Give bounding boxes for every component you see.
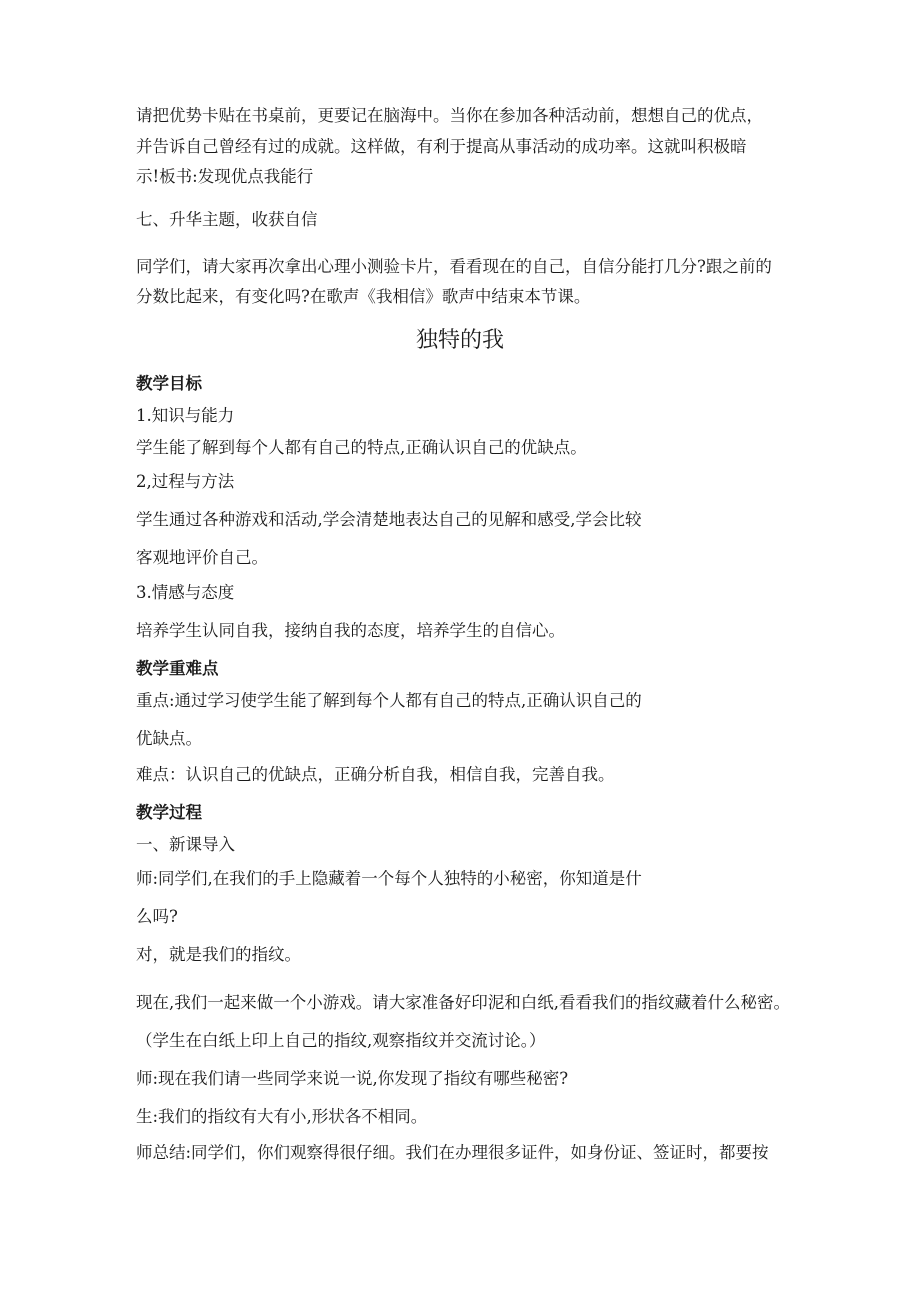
intro-paragraph-1-line-2: 并告诉自己曾经有过的成就。这样做，有利于提高从事活动的成功率。这就叫积极暗 xyxy=(136,137,747,156)
goal-2-heading: 2,过程与方法 xyxy=(136,472,235,491)
goal-2-text-line-1: 学生通过各种游戏和活动,学会清楚地表达自己的见解和感受,学会比较 xyxy=(136,510,642,529)
intro-paragraph-1-line-3: 示!板书:发现优点我能行 xyxy=(136,167,314,186)
section-7-heading: 七、升华主题，收获自信 xyxy=(136,210,318,229)
goal-1-text: 学生能了解到每个人都有自己的特点,正确认识自己的优缺点。 xyxy=(136,438,587,457)
goal-3-text: 培养学生认同自我，接纳自我的态度，培养学生的自信心。 xyxy=(136,621,565,640)
game-instruction: 现在,我们一起来做一个小游戏。请大家准备好印泥和白纸,看看我们的指纹藏着什么秘密。 xyxy=(136,993,790,1012)
lesson-title: 独特的我 xyxy=(415,328,504,353)
intro-paragraph-1-line-1: 请把优势卡贴在书桌前，更要记在脑海中。当你在参加各种活动前，想想自己的优点， xyxy=(136,106,763,125)
difficulty-text: 难点：认识自己的优缺点，正确分析自我，相信自我，完善自我。 xyxy=(136,765,615,784)
teacher-question-2: 师:现在我们请一些同学来说一说,你发现了指纹有哪些秘密? xyxy=(136,1069,569,1088)
student-activity-note: （学生在白纸上印上自己的指纹,观察指纹并交流讨论。） xyxy=(136,1031,546,1050)
step-1-heading: 一、新课导入 xyxy=(136,835,235,854)
teacher-summary: 师总结:同学们，你们观察得很仔细。我们在办理很多证件，如身份证、签证时，都要按 xyxy=(136,1143,769,1162)
process-heading: 教学过程 xyxy=(136,803,202,822)
intro-paragraph-2-line-1: 同学们，请大家再次拿出心理小测验卡片，看看现在的自己，自信分能打几分?跟之前的 xyxy=(136,257,772,276)
goal-3-heading: 3.情感与态度 xyxy=(136,583,235,602)
teacher-question-line-1: 师:同学们,在我们的手上隐藏着一个每个人独特的小秘密，你知道是什 xyxy=(136,869,642,888)
intro-paragraph-2-line-2: 分数比起来，有变化吗?在歌声《我相信》歌声中结束本节课。 xyxy=(136,287,591,306)
key-point-line-2: 优缺点。 xyxy=(136,729,202,748)
goals-heading: 教学目标 xyxy=(136,374,202,393)
teacher-question-line-2: 么吗? xyxy=(136,907,178,926)
goal-1-heading: 1.知识与能力 xyxy=(136,406,235,425)
goal-2-text-line-2: 客观地评价自己。 xyxy=(136,548,268,567)
key-point-line-1: 重点:通过学习使学生能了解到每个人都有自己的特点,正确认识自己的 xyxy=(136,691,642,710)
answer-fingerprint: 对，就是我们的指纹。 xyxy=(136,945,301,964)
student-answer: 生:我们的指纹有大有小,形状各不相同。 xyxy=(136,1107,428,1126)
key-points-heading: 教学重难点 xyxy=(136,659,219,678)
